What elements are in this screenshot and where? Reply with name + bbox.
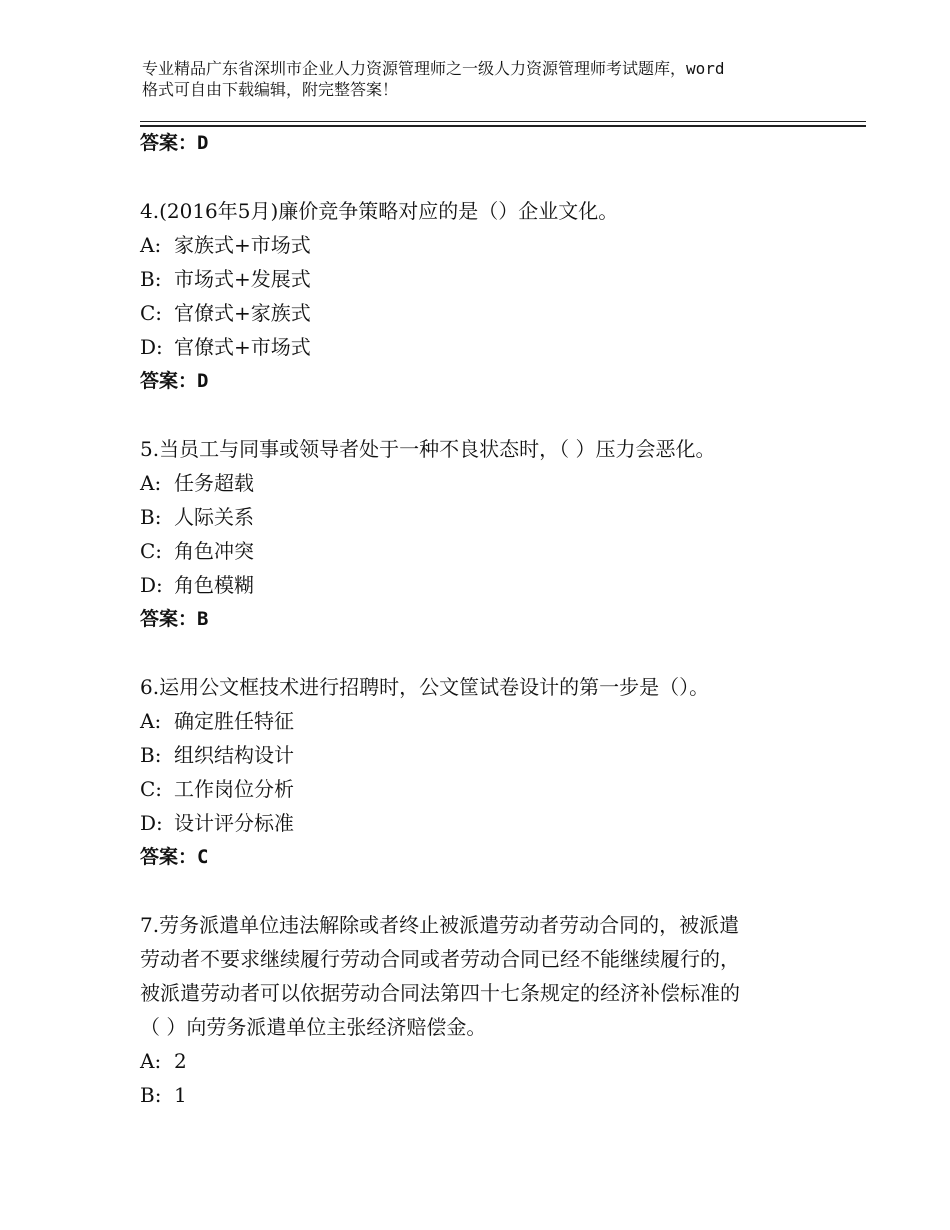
answer-value: C (197, 846, 209, 868)
answer-label: 答案： (140, 608, 198, 630)
question-6-option-d (140, 806, 820, 840)
previous-answer (140, 126, 820, 160)
option-label: C: (140, 777, 163, 801)
option-text: 市场式+发展式 (174, 267, 311, 291)
answer-value: B (197, 608, 209, 630)
option-label: D: (140, 811, 163, 835)
question-6-text: 6.运用公文框技术进行招聘时，公文筐试卷设计的第一步是（）。 (140, 675, 710, 699)
question-4 (140, 194, 820, 398)
question-7-option-a (140, 1044, 820, 1078)
answer-value: D (197, 370, 209, 392)
header-line-1: 专业精品广东省深圳市企业人力资源管理师之一级人力资源管理师考试题库，word (142, 59, 725, 78)
spacer (140, 398, 820, 432)
option-text: 确定胜任特征 (174, 709, 294, 733)
question-4-option-d (140, 330, 820, 364)
option-text: 人际关系 (174, 505, 254, 529)
option-label: A: (140, 233, 162, 257)
answer-label: 答案： (140, 846, 198, 868)
question-6 (140, 670, 820, 874)
question-7-text-line-4: （ ）向劳务派遣单位主张经济赔偿金。 (140, 1015, 487, 1039)
question-5-option-b (140, 500, 820, 534)
question-5-answer (140, 602, 820, 636)
option-label: B: (140, 1083, 162, 1107)
answer-label: 答案： (140, 370, 198, 392)
question-4-option-b (140, 262, 820, 296)
option-text: 家族式+市场式 (174, 233, 311, 257)
question-5-text: 5.当员工与同事或领导者处于一种不良状态时，（ ）压力会恶化。 (140, 437, 716, 461)
spacer (140, 636, 820, 670)
question-4-option-a (140, 228, 820, 262)
option-text: 官僚式+家族式 (174, 301, 311, 325)
option-label: B: (140, 743, 162, 767)
question-5 (140, 432, 820, 636)
spacer (140, 160, 820, 194)
option-text: 角色模糊 (174, 573, 254, 597)
option-label: A: (140, 471, 162, 495)
option-text: 设计评分标准 (174, 811, 294, 835)
question-5-option-a (140, 466, 820, 500)
option-label: C: (140, 539, 163, 563)
option-text: 2 (174, 1049, 187, 1073)
question-7-text-line-2: 劳动者不要求继续履行劳动合同或者劳动合同已经不能继续履行的， (140, 947, 740, 971)
document-header (142, 58, 832, 100)
question-6-answer (140, 840, 820, 874)
question-list (140, 126, 820, 1112)
option-label: D: (140, 573, 163, 597)
question-4-option-c (140, 296, 820, 330)
question-7-option-b (140, 1078, 820, 1112)
option-text: 官僚式+市场式 (174, 335, 311, 359)
answer-value: D (197, 132, 209, 154)
option-text: 角色冲突 (174, 539, 254, 563)
option-text: 组织结构设计 (174, 743, 294, 767)
question-6-option-c (140, 772, 820, 806)
spacer (140, 874, 820, 908)
option-label: B: (140, 267, 162, 291)
option-label: A: (140, 1049, 162, 1073)
option-text: 1 (174, 1083, 187, 1107)
option-label: A: (140, 709, 162, 733)
answer-label: 答案： (140, 132, 198, 154)
question-4-answer (140, 364, 820, 398)
option-label: D: (140, 335, 163, 359)
question-7-text-line-3: 被派遣劳动者可以依据劳动合同法第四十七条规定的经济补偿标准的 (140, 981, 740, 1005)
option-label: B: (140, 505, 162, 529)
option-label: C: (140, 301, 163, 325)
question-6-option-a (140, 704, 820, 738)
question-7 (140, 908, 820, 1112)
header-line-2: 格式可自由下载编辑，附完整答案！ (142, 80, 399, 99)
question-5-option-d (140, 568, 820, 602)
option-text: 任务超载 (174, 471, 254, 495)
question-5-option-c (140, 534, 820, 568)
question-7-text-line-1: 7.劳务派遣单位违法解除或者终止被派遣劳动者劳动合同的，被派遣 (140, 913, 740, 937)
question-6-option-b (140, 738, 820, 772)
question-4-text: 4.(2016年5月)廉价竞争策略对应的是（）企业文化。 (140, 199, 619, 223)
option-text: 工作岗位分析 (174, 777, 294, 801)
header-rule-thin (140, 121, 866, 122)
